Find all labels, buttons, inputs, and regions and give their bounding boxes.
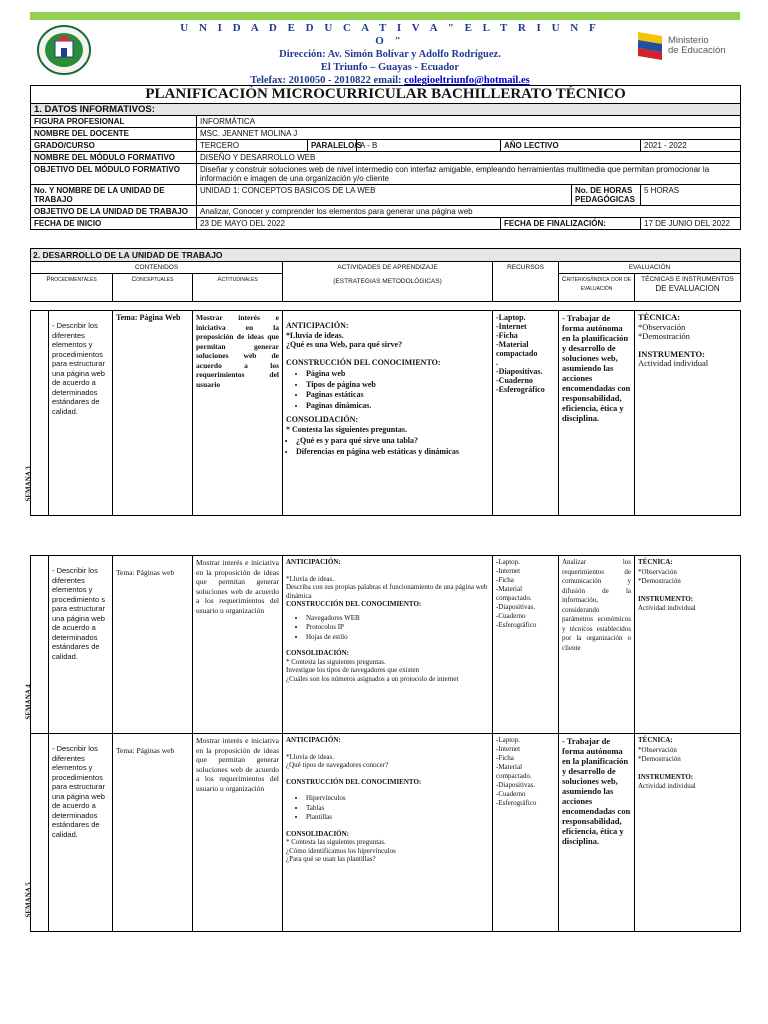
recursos-cell: [493, 734, 559, 932]
tecnicas-cell: [635, 556, 741, 734]
tecnica-item: *Demostración: [638, 755, 681, 763]
actividades-title: ACTIVIDADES DE APRENDIZAJE: [337, 264, 438, 271]
recurso-item: -Diapositivas.: [496, 603, 536, 611]
semana-4-5-rows: [24, 555, 741, 932]
recurso-item: -Cuaderno: [496, 790, 526, 798]
recursos-header: RECURSOS: [493, 262, 559, 302]
actitudinal-cell: Mostrar interés e iniciativa en la proposición de ideas que permitan generar soluciones web de acuerdo a los requerimientos del usuario: [193, 311, 283, 516]
list-item: • Plantillas: [306, 813, 489, 822]
recurso-item: -Cuaderno: [496, 376, 533, 385]
semana-5-label-text: SEMANA 5: [24, 881, 33, 917]
tecnicas-title: TÉCNICAS E INSTRUMENTOS: [641, 276, 734, 283]
desarrollo-table: [30, 248, 741, 302]
anticipacion-item: *Lluvia de ideas.: [286, 574, 335, 583]
tecnica-item: *Observación: [638, 567, 677, 576]
anticipacion-item: *Lluvia de ideas.: [286, 330, 344, 340]
actitudinales-header: Actitudinales: [193, 274, 283, 302]
recurso-item: .: [496, 358, 498, 367]
recurso-item: -Laptop.: [496, 558, 520, 566]
tecnica-heading: TÉCNICA:: [638, 312, 681, 322]
anticipacion-heading: ANTICIPACIÓN:: [286, 558, 341, 566]
school-info: [180, 22, 600, 87]
tecnica-item: *Demostración: [638, 577, 681, 585]
recurso-item: -Esferográfico: [496, 799, 537, 807]
paralelo-value: A - B: [357, 140, 501, 152]
consolidacion-item: * Contesta las siguientes preguntas.: [286, 424, 407, 434]
instrumento-heading: INSTRUMENTO:: [638, 348, 705, 359]
recurso-item: -Internet: [496, 745, 521, 753]
instrumento-item: Actividad individual: [638, 782, 696, 790]
tecnicas-cell: [635, 734, 741, 932]
list-item: • Hipervínculos: [306, 794, 489, 803]
procedimental-cell: - Describir los diferentes elementos y procedimiento s para estructurar una página web de acuerdo a determinados estándares de calidad.: [49, 556, 113, 734]
recurso-item: -Material compactado: [496, 340, 538, 358]
horas-label: No. DE HORAS PEDAGÓGICAS: [572, 185, 641, 206]
consolidacion-item: ¿Para qué se usan las plantillas?: [286, 855, 376, 863]
objetivo-unidad-label: OBJETIVO DE LA UNIDAD DE TRABAJO: [31, 206, 197, 218]
paralelo-label: PARALELO/S: [308, 140, 357, 152]
actividades-cell: [283, 734, 493, 932]
section-2-heading: 2. DESARROLLO DE LA UNIDAD DE TRABAJO: [31, 249, 741, 262]
conceptual-cell: Tema: Páginas web: [113, 734, 193, 932]
actividades-cell: [283, 556, 493, 734]
tecnica-item: *Observación: [638, 321, 686, 332]
list-item: • ¿Qué es y para qué sirve una tabla?: [296, 436, 489, 446]
tecnicas-title-2: DE EVALUACION: [655, 284, 720, 293]
inicio-label: FECHA DE INICIO: [31, 218, 197, 230]
list-item: • Protocolos IP: [306, 623, 489, 632]
evaluacion-header: EVALUACIÓN: [559, 262, 741, 274]
inicio-value: 23 DE MAYO DEL 2022: [197, 218, 501, 230]
recurso-item: -Laptop.: [496, 736, 520, 744]
list-item: • Página web: [306, 369, 489, 379]
ministry-flag-icon: [634, 30, 666, 64]
instrumento-item: Actividad individual: [638, 604, 696, 612]
tecnica-heading: TÉCNICA:: [638, 736, 673, 744]
recurso-item: -Diapositivas.: [496, 781, 536, 789]
conceptual-cell: Tema: Páginas web: [113, 556, 193, 734]
recurso-item: -Ficha: [496, 754, 514, 762]
recurso-item: -Material compactado.: [496, 763, 532, 780]
list-item: • Navegadores WEB: [306, 614, 489, 623]
list-item: • Hojas de estilo: [306, 633, 489, 642]
section-1-heading: 1. DATOS INFORMATIVOS:: [31, 104, 741, 116]
construccion-heading: CONSTRUCCIÓN DEL CONOCIMIENTO:: [286, 600, 422, 608]
tecnica-item: *Demostración: [638, 331, 690, 341]
conceptual-cell: Tema: Página Web: [113, 311, 193, 516]
school-city: El Triunfo – Guayas - Ecuador: [320, 62, 460, 73]
consolidacion-heading: CONSOLIDACIÓN:: [286, 829, 350, 838]
procedimental-cell: - Describir los diferentes elementos y procedimientos para estructurar una página web de acuerdo a determinados estándares de calidad.: [49, 734, 113, 932]
criterio-cell: - Trabajar de forma autónoma en la planificación y desarrollo de soluciones web, asumiendo las acciones encomendadas con responsabilidad, eficiencia, ética y disciplina.: [559, 734, 635, 932]
school-email-link[interactable]: colegioeltriunfo@hotmail.es: [404, 75, 530, 86]
actividades-header: [283, 262, 493, 302]
figura-label: FIGURA PROFESIONAL: [31, 116, 197, 128]
objetivo-modulo-label: OBJETIVO DEL MÓDULO FORMATIVO: [31, 164, 197, 185]
construccion-list: [306, 369, 489, 410]
semana-5-label: [24, 734, 49, 932]
ministry-name: [668, 36, 726, 56]
tecnicas-cell: [635, 311, 741, 516]
modulo-value: DISEÑO Y DESARROLLO WEB: [197, 152, 741, 164]
school-phone: Telefax: 2010050 - 2010822 email:: [250, 75, 405, 86]
semana-4-label: [24, 556, 49, 734]
school-address: Dirección: Av. Simón Bolívar y Adolfo Rodríguez.: [279, 49, 501, 60]
recurso-item: -Internet: [496, 322, 527, 331]
unidad-value: UNIDAD 1: CONCEPTOS BASICOS DE LA WEB: [197, 185, 572, 206]
unidad-label: No. Y NOMBRE DE LA UNIDAD DE TRABAJO: [31, 185, 197, 206]
recurso-item: -Material compactado.: [496, 585, 532, 602]
school-name: U N I D A D E D U C A T I V A " E L T R I U N F O ": [180, 22, 600, 47]
anio-value: 2021 - 2022: [641, 140, 741, 152]
recurso-item: -Laptop.: [496, 313, 526, 322]
modulo-label: NOMBRE DEL MÓDULO FORMATIVO: [31, 152, 197, 164]
consolidacion-heading: CONSOLIDACIÓN:: [286, 649, 350, 657]
list-item: • Tipos de página web: [306, 380, 489, 390]
recurso-item: -Diapositivas.: [496, 367, 543, 376]
consolidacion-item: Investigue los tipos de navegadores que existen: [286, 666, 419, 674]
estrategias-title: (ESTRATEGIAS METODOLÓGICAS): [333, 278, 442, 285]
ministry-line2: de Educación: [668, 45, 726, 56]
anticipacion-heading: ANTICIPACIÓN:: [286, 736, 341, 744]
horas-value: 5 HORAS: [641, 185, 741, 206]
figura-value: INFORMÁTICA: [197, 116, 741, 128]
procedimental-cell: - Describir los diferentes elementos y procedimientos para estructurar una página web de acuerdo a determinados estándares de calidad.: [49, 311, 113, 516]
consolidacion-item: ¿Cómo identificamos los hipervínculos: [286, 846, 396, 855]
list-item: • Tablas: [306, 804, 489, 813]
tecnica-heading: TÉCNICA:: [638, 558, 673, 566]
school-crest-icon: [36, 24, 92, 76]
anio-label: AÑO LECTIVO: [501, 140, 641, 152]
tecnica-item: *Observación: [638, 745, 677, 754]
actitudinal-cell: Mostrar interés e iniciativa en la proposición de ideas que permitan generar soluciones web de acuerdo a los requerimientos del usuario u organización: [193, 734, 283, 932]
grado-label: GRADO/CURSO: [31, 140, 197, 152]
construccion-heading: CONSTRUCCIÓN DEL CONOCIMIENTO:: [286, 357, 441, 367]
contenidos-header: CONTENIDOS: [31, 262, 283, 274]
recursos-cell: [493, 556, 559, 734]
tecnicas-header: [635, 274, 741, 302]
recurso-item: -Ficha: [496, 576, 514, 584]
grado-value: TERCERO: [197, 140, 308, 152]
docente-value: MSC. JEANNET MOLINA J: [197, 128, 741, 140]
list-item: • Paginas estáticas: [306, 390, 489, 400]
recurso-item: -Ficha: [496, 331, 518, 340]
fin-label: FECHA DE FINALIZACIÓN:: [501, 218, 641, 230]
consolidacion-item: ¿Cuáles son los números asignados a un protocolo de internet: [286, 674, 459, 683]
list-item: • Diferencias en página web estáticas y dinámicas: [296, 447, 489, 457]
header-green-bar: [30, 12, 740, 20]
objetivo-unidad-value: Analizar, Conocer y comprender los elementos para generar una página web: [197, 206, 741, 218]
actitudinal-cell: Mostrar interés e iniciativa en la proposición de ideas que permitan generar soluciones web de acuerdo a los requerimientos del usuario u organización: [193, 556, 283, 734]
anticipacion-item: *Lluvia de ideas.: [286, 752, 335, 761]
anticipacion-item: ¿Qué es una Web, para qué sirve?: [286, 340, 403, 349]
consolidacion-list: [296, 436, 489, 456]
datos-informativos-table: [30, 85, 741, 230]
conceptuales-header: Conceptuales: [113, 274, 193, 302]
anticipacion-heading: ANTICIPACIÓN:: [286, 321, 349, 330]
anticipacion-item: Describa con sus propias palabras el funcionamiento de una página web dinámica: [286, 583, 488, 600]
construccion-list: [306, 614, 489, 642]
docente-label: NOMBRE DEL DOCENTE: [31, 128, 197, 140]
instrumento-heading: INSTRUMENTO:: [638, 772, 694, 781]
anticipacion-item: ¿Qué tipos de navegadores conocer?: [286, 761, 389, 769]
instrumento-heading: INSTRUMENTO:: [638, 594, 694, 603]
semana-3-row: [24, 310, 741, 516]
recurso-item: -Esferográfico: [496, 621, 537, 629]
list-item: • Paginas dinámicas.: [306, 401, 489, 411]
actividades-cell: [283, 311, 493, 516]
page-title: PLANIFICACIÓN MICROCURRICULAR BACHILLERATO TÉCNICO: [31, 86, 741, 104]
ministry-line1: Ministerio: [668, 35, 709, 46]
recurso-item: -Internet: [496, 567, 521, 575]
criterios-header: Criterios/Indica dor de evaluación: [559, 274, 635, 302]
semana-4-label-text: SEMANA 4: [24, 683, 33, 719]
objetivo-modulo-value: Diseñar y construir soluciones web de nivel intermedio con interfaz amigable, empleando herramientas multimedia que permitan promocionar la información e imagen de una organización y/o cliente: [197, 164, 741, 185]
semana-3-label-text: SEMANA 3: [24, 465, 33, 501]
procedimentales-header: Procedimentales: [31, 274, 113, 302]
document-header: [30, 20, 740, 86]
recurso-item: -Esferográfico: [496, 385, 545, 394]
semana-3-label: [24, 311, 49, 516]
recurso-item: -Cuaderno: [496, 612, 526, 620]
construccion-list: [306, 794, 489, 822]
consolidacion-heading: CONSOLIDACIÓN:: [286, 415, 359, 424]
ministry-logo: [634, 30, 734, 70]
criterio-cell: - Trabajar de forma autónoma en la planificación y desarrollo de soluciones web, asumiendo las acciones encomendadas con responsabilidad, eficiencia, ética y disciplina.: [559, 311, 635, 516]
fin-value: 17 DE JUNIO DEL 2022: [641, 218, 741, 230]
criterio-cell: Analizar los requerimientos de comunicación y difusión de la información, considerando parámetros económicos y técnicos establecidos por la organización o cliente: [559, 556, 635, 734]
instrumento-item: Actividad individual: [638, 358, 709, 368]
consolidacion-item: * Contesta las siguientes preguntas.: [286, 657, 386, 666]
recursos-cell: [493, 311, 559, 516]
construccion-heading: CONSTRUCCIÓN DEL CONOCIMIENTO:: [286, 777, 422, 786]
consolidacion-item: * Contesta las siguientes preguntas.: [286, 838, 386, 846]
